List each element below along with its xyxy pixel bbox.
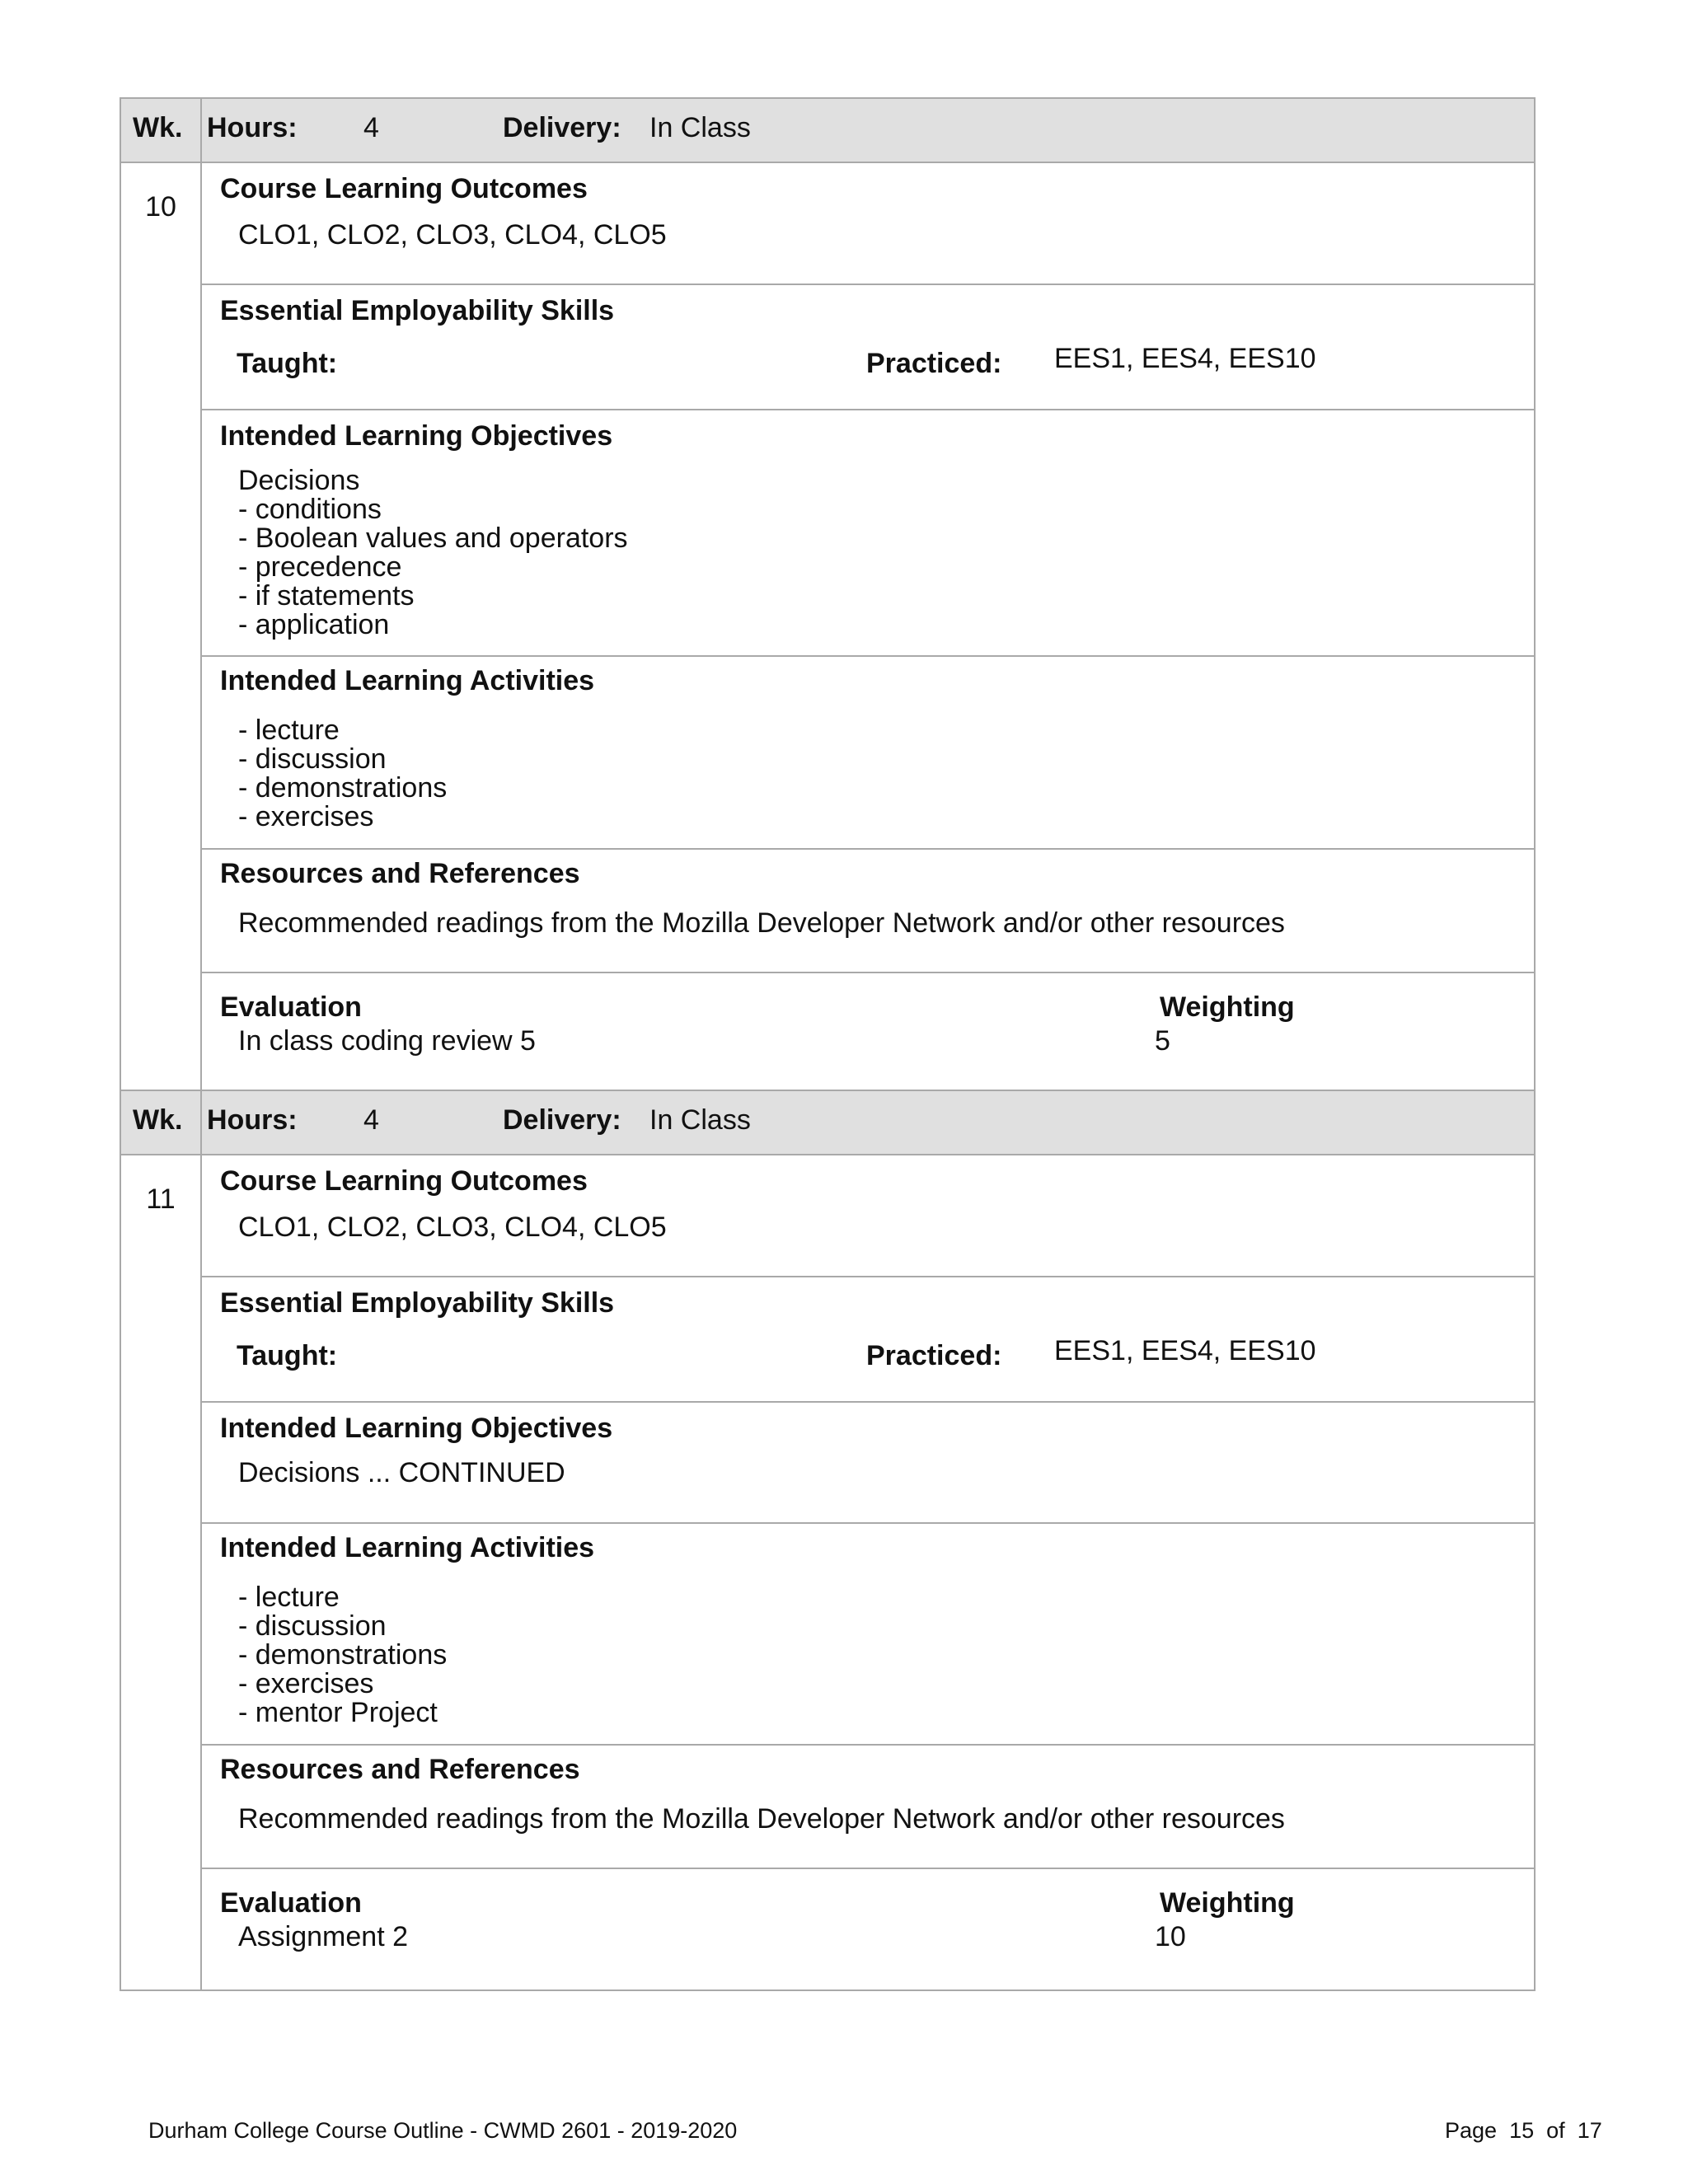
resources-text: Recommended readings from the Mozilla Developer Network and/or other resources [238,907,1285,939]
hours-value: 4 [363,1104,379,1136]
week-number: 10 [145,191,176,223]
practiced-value: EES1, EES4, EES10 [1054,1335,1316,1366]
week-block-11 [120,1090,1536,1991]
clo-value: CLO1, CLO2, CLO3, CLO4, CLO5 [238,219,667,251]
list-item: - conditions [238,494,382,525]
weighting-title: Weighting [1160,1887,1295,1919]
objectives-title: Intended Learning Objectives [220,420,613,452]
weighting-value: 10 [1155,1921,1186,1952]
list-item: - demonstrations [238,1639,448,1671]
page-label: Page [1445,2118,1498,2143]
hours-label: Hours: [207,112,298,143]
clo-title: Course Learning Outcomes [220,173,588,204]
hours-label: Hours: [207,1104,298,1136]
taught-label: Taught: [237,348,338,379]
practiced-value: EES1, EES4, EES10 [1054,343,1316,374]
list-item: - mentor Project [238,1697,438,1728]
list-item: - Boolean values and operators [238,523,628,554]
total-pages: 17 [1577,2118,1602,2143]
list-item: - discussion [238,743,387,775]
taught-label: Taught: [237,1340,338,1371]
list-item: - precedence [238,551,402,583]
of-label: of [1546,2118,1565,2143]
wk-label: Wk. [133,1104,183,1136]
list-item: - demonstrations [238,772,448,804]
wk-label: Wk. [133,112,183,143]
objectives-section [202,1403,1534,1524]
practiced-label: Practiced: [866,1340,1002,1371]
delivery-label: Delivery: [503,1104,621,1136]
list-item: - application [238,609,390,640]
delivery-value: In Class [649,112,751,143]
weighting-title: Weighting [1160,991,1295,1023]
resources-title: Resources and References [220,1754,580,1785]
evaluation-title: Evaluation [220,991,362,1023]
footer-page-indicator [1445,2118,1602,2144]
ees-section [202,1277,1534,1403]
evaluation-section [202,1869,1534,1991]
objectives-title: Intended Learning Objectives [220,1413,613,1444]
evaluation-value: In class coding review 5 [238,1025,536,1057]
footer-course-info: Durham College Course Outline - CWMD 2601 - 2019-2020 [148,2118,738,2143]
objectives-list [238,1459,565,1488]
list-item: Decisions ... CONTINUED [238,1457,565,1488]
column-divider [200,1091,202,1154]
ees-title: Essential Employability Skills [220,1287,615,1319]
list-item: - discussion [238,1610,387,1642]
evaluation-section [202,973,1534,1091]
activities-list [238,716,447,832]
list-item: - lecture [238,715,340,746]
activities-section [202,657,1534,850]
resources-title: Resources and References [220,858,580,889]
week-block-10 [120,97,1536,1091]
clo-title: Course Learning Outcomes [220,1165,588,1197]
list-item: - exercises [238,1668,374,1699]
week-number: 11 [146,1183,176,1215]
page-number: 15 [1509,2118,1535,2143]
clo-value: CLO1, CLO2, CLO3, CLO4, CLO5 [238,1212,667,1243]
activities-title: Intended Learning Activities [220,665,595,696]
objectives-list [238,466,628,640]
column-divider [200,99,202,162]
resources-section [202,850,1534,973]
list-item: - exercises [238,801,374,832]
activities-title: Intended Learning Activities [220,1532,595,1563]
list-item: Decisions [238,465,360,496]
objectives-section [202,410,1534,657]
delivery-value: In Class [649,1104,751,1136]
evaluation-value: Assignment 2 [238,1921,408,1952]
clo-section [202,1154,1534,1277]
resources-section [202,1746,1534,1869]
week-header [121,99,1534,163]
activities-list [238,1583,447,1727]
delivery-label: Delivery: [503,112,621,143]
activities-section [202,1524,1534,1746]
hours-value: 4 [363,112,379,143]
evaluation-title: Evaluation [220,1887,362,1919]
ees-section [202,285,1534,410]
practiced-label: Practiced: [866,348,1002,379]
resources-text: Recommended readings from the Mozilla Developer Network and/or other resources [238,1803,1285,1835]
clo-section [202,162,1534,285]
ees-title: Essential Employability Skills [220,295,615,326]
list-item: - if statements [238,580,415,612]
week-header [121,1091,1534,1155]
list-item: - lecture [238,1582,340,1613]
weighting-value: 5 [1155,1025,1170,1057]
